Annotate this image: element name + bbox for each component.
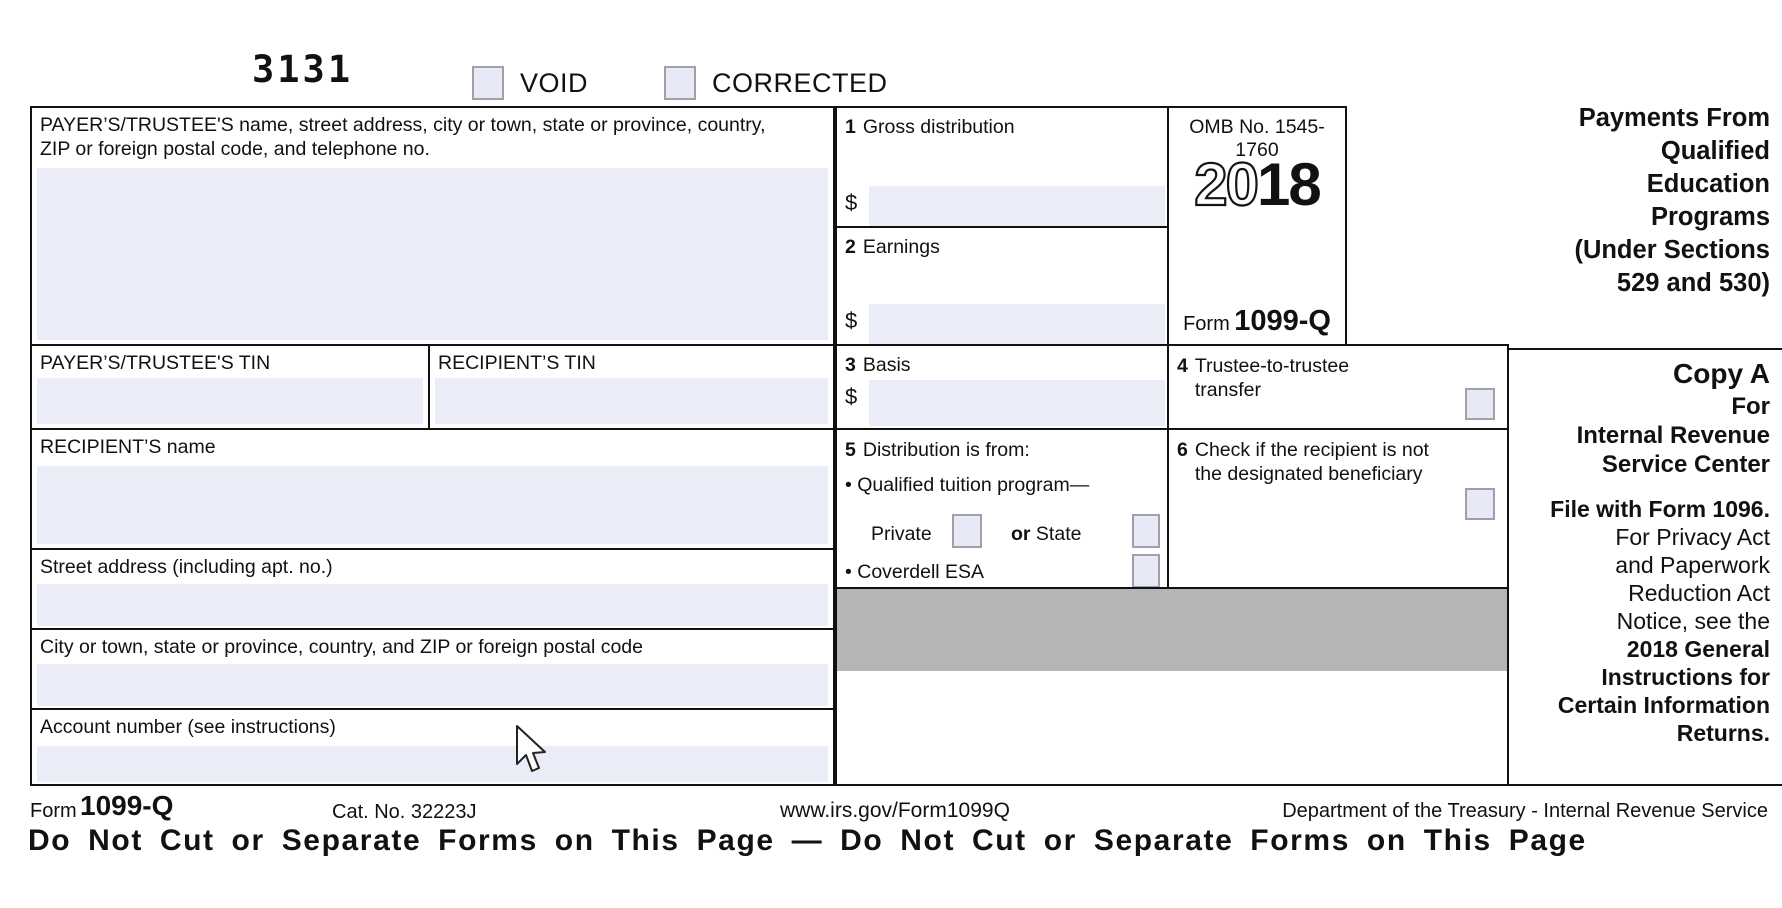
box5-number: 5	[845, 439, 856, 461]
footer-form-number: 1099-Q	[80, 790, 174, 821]
tax-year	[1169, 150, 1345, 219]
corrected-label: CORRECTED	[712, 68, 888, 98]
copy-head-line: Service Center	[1601, 451, 1770, 478]
payer-name-field[interactable]	[37, 168, 828, 340]
account-number-field[interactable]	[37, 746, 828, 782]
tax-year-bold: 18	[1257, 151, 1320, 218]
title-line: Payments From	[1578, 104, 1770, 132]
gross-distribution-field[interactable]	[869, 186, 1165, 226]
box5-state-checkbox[interactable]	[1132, 514, 1160, 548]
payer-tin-label: PAYER’S/TRUSTEE'S TIN	[40, 352, 271, 374]
shaded-area	[835, 587, 1509, 673]
privacy-line: Notice, see the	[1616, 608, 1770, 634]
box1-dollar-sign: $	[845, 190, 858, 215]
box5-label: Distribution is from:	[862, 439, 1030, 461]
copy-a-label: Copy A	[1673, 358, 1770, 389]
payer-name-label: PAYER’S/TRUSTEE'S name, street address, city or town, state or province, country, ZIP or foreign postal code, and telephone no.	[40, 114, 766, 161]
title-line: Programs	[1650, 203, 1770, 231]
omb-number: OMB No. 1545-1760	[1189, 116, 1325, 161]
box5-or-word: or	[1011, 523, 1031, 545]
street-address-cell	[30, 548, 835, 630]
privacy-line: and Paperwork	[1615, 552, 1770, 578]
box4-label: Trustee-to-trustee transfer	[1194, 355, 1350, 402]
box2-label: Earnings	[862, 236, 940, 258]
box4-trustee-transfer-cell	[1167, 344, 1509, 430]
account-number-cell	[30, 708, 835, 786]
recipient-name-field[interactable]	[37, 466, 828, 544]
title-line: Education	[1646, 170, 1770, 198]
box5-private-checkbox[interactable]	[952, 514, 982, 548]
instruction-line: Returns.	[1676, 720, 1770, 746]
street-address-field[interactable]	[37, 584, 828, 626]
title-line: Qualified	[1660, 137, 1770, 165]
box5-private-label: Private	[871, 523, 932, 545]
irs-url[interactable]: www.irs.gov/Form1099Q	[780, 799, 1010, 822]
mouse-cursor-icon	[514, 724, 548, 776]
copy-head-line: Internal Revenue	[1576, 422, 1770, 449]
city-cell	[30, 628, 835, 710]
corrected-checkbox[interactable]	[664, 66, 696, 100]
recipient-name-label: RECIPIENT’S name	[40, 436, 216, 458]
box1-gross-distribution-cell	[835, 106, 1169, 228]
box5-distribution-cell	[835, 428, 1169, 589]
catalog-number: Cat. No. 32223J	[332, 801, 477, 823]
box4-number: 4	[1177, 355, 1188, 377]
box1-number: 1	[845, 116, 856, 138]
void-label: VOID	[520, 68, 589, 98]
omb-form-number: 1099-Q	[1234, 305, 1331, 337]
do-not-cut-notice: Do Not Cut or Separate Forms on This Page — Do Not Cut or Separate Forms on This Page	[28, 824, 1587, 857]
box4-transfer-checkbox[interactable]	[1465, 388, 1495, 420]
copy-head-line: For	[1731, 393, 1770, 420]
earnings-field[interactable]	[869, 304, 1165, 344]
instruction-line: Instructions for	[1601, 664, 1770, 690]
void-checkbox[interactable]	[472, 66, 504, 100]
box2-number: 2	[845, 236, 856, 258]
box6-label: Check if the recipient is not the designated beneficiary	[1194, 439, 1429, 486]
city-label: City or town, state or province, country, and ZIP or foreign postal code	[40, 636, 643, 658]
box3-number: 3	[845, 354, 856, 376]
box3-label: Basis	[862, 354, 911, 376]
box2-dollar-sign: $	[845, 308, 858, 333]
box1-label: Gross distribution	[862, 116, 1015, 138]
box5-qualified-tuition-label: • Qualified tuition program—	[845, 474, 1090, 496]
box5-coverdell-label: • Coverdell ESA	[845, 561, 985, 583]
box6-number: 6	[1177, 439, 1188, 461]
footer-form-word: Form	[30, 800, 77, 822]
form-print-code: 3131	[252, 48, 354, 91]
recipient-name-cell	[30, 428, 835, 550]
instruction-line: Certain Information	[1557, 692, 1770, 718]
tax-year-outline: 20	[1194, 151, 1257, 218]
payer-name-cell	[30, 106, 835, 346]
department-label: Department of the Treasury - Internal Revenue Service	[1282, 800, 1768, 822]
title-line: (Under Sections	[1574, 236, 1770, 264]
box6-beneficiary-cell	[1167, 428, 1509, 589]
box6-not-beneficiary-checkbox[interactable]	[1465, 488, 1495, 520]
privacy-line: Reduction Act	[1628, 580, 1770, 606]
account-number-label: Account number (see instructions)	[40, 716, 336, 738]
city-field[interactable]	[37, 664, 828, 706]
box5-or-state-label	[1011, 523, 1081, 546]
omb-year-cell	[1167, 106, 1347, 346]
file-with-form-label: File with Form 1096.	[1550, 496, 1770, 522]
box5-coverdell-checkbox[interactable]	[1132, 554, 1160, 588]
street-address-label: Street address (including apt. no.)	[40, 556, 333, 578]
omb-form-word: Form	[1183, 313, 1230, 335]
basis-field[interactable]	[869, 380, 1165, 426]
box2-earnings-cell	[835, 226, 1169, 346]
box3-basis-cell	[835, 344, 1169, 430]
title-line: 529 and 530)	[1616, 269, 1770, 297]
form-title	[1350, 102, 1770, 300]
recipient-tin-label: RECIPIENT’S TIN	[438, 352, 596, 374]
payer-tin-cell	[30, 344, 430, 430]
box3-dollar-sign: $	[845, 384, 858, 409]
payer-tin-field[interactable]	[37, 378, 423, 424]
box5-state-word: State	[1035, 523, 1082, 545]
privacy-line: For Privacy Act	[1615, 524, 1770, 550]
recipient-tin-field[interactable]	[435, 378, 828, 424]
instruction-line: 2018 General	[1626, 636, 1770, 662]
recipient-tin-cell	[428, 344, 835, 430]
copy-a-column	[1507, 348, 1782, 786]
blank-area	[835, 671, 1509, 786]
